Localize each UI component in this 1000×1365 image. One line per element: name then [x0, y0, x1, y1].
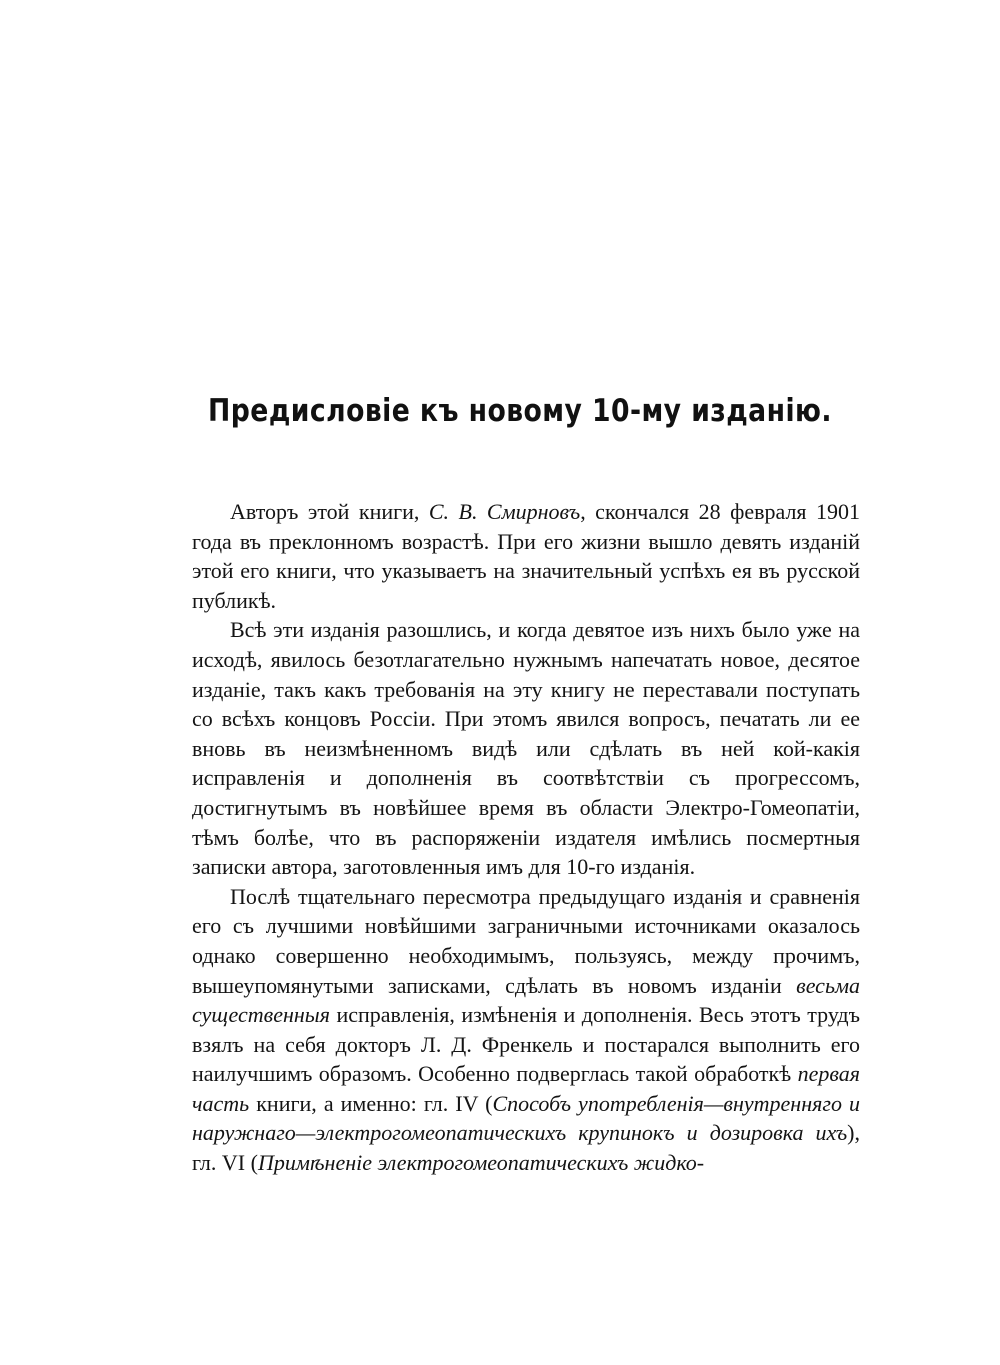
text-run-italic: Способъ употребленія—внутренняго и наружнаго—электрогомеопатическихъ крупинокъ и дозировка ихъ — [192, 1090, 860, 1146]
text-run: , скончался 28 февраля 1901 года въ преклонномъ возрастѣ. При его жизни вышло девять изданій этой его книги, что указываетъ на значительный успѣхъ ея въ русской публикѣ. — [192, 499, 861, 613]
text-run: Авторъ этой книги, — [230, 499, 429, 524]
body-text — [192, 497, 860, 1178]
text-run-italic: первая часть — [192, 1061, 860, 1116]
text-run: ), гл. VI ( — [192, 1120, 860, 1176]
text-run-italic: весьма существенныя — [192, 972, 860, 1028]
page-title: Предисловіе къ новому 10-му изданію. — [208, 393, 832, 429]
paragraph-2 — [192, 615, 860, 881]
text-run: Всѣ эти изданія разошлись, и когда девятое изъ нихъ было уже на исходѣ, явилось безотлагательно нужнымъ напечатать новое, десятое изданіе, такъ какъ требованія на эту книгу не переставали поступать со всѣхъ концовъ Россіи. При этомъ явился вопросъ, печатать ли ее вновь въ неизмѣненномъ видѣ или сдѣлать въ ней кой-какія исправленія и дополненія въ соотвѣтствіи съ прогрессомъ, достигнутымъ въ новѣйшее время въ области Электро-Гомеопатіи, тѣмъ болѣе, что въ распоряженіи издателя имѣлись посмертныя записки автора, заготовленныя имъ для 10-го изданія. — [192, 617, 860, 880]
paragraph-3 — [192, 882, 860, 1178]
paragraph-1 — [192, 497, 860, 615]
text-run-italic: Примѣненіе электрогомеопатическихъ жидко- — [257, 1150, 705, 1176]
text-run: исправленія, измѣненія и дополненія. Весь этотъ трудъ взялъ на себя докторъ Л. Д. Френкель и постарался выполнить его наилучшимъ образомъ. Особенно подверглась такой обработкѣ — [192, 1002, 860, 1087]
text-run: Послѣ тщательнаго пересмотра предыдущаго изданія и сравненія его съ лучшими новѣйшими заграничными источниками оказалось однако совершенно необходимымъ, пользуясь, между прочимъ, вышеупомянутыми записками, сдѣлать въ новомъ изданіи — [192, 883, 860, 998]
text-run: книги, а именно: гл. IV ( — [249, 1090, 493, 1116]
text-run-italic: С. В. Смирновъ — [428, 499, 581, 524]
